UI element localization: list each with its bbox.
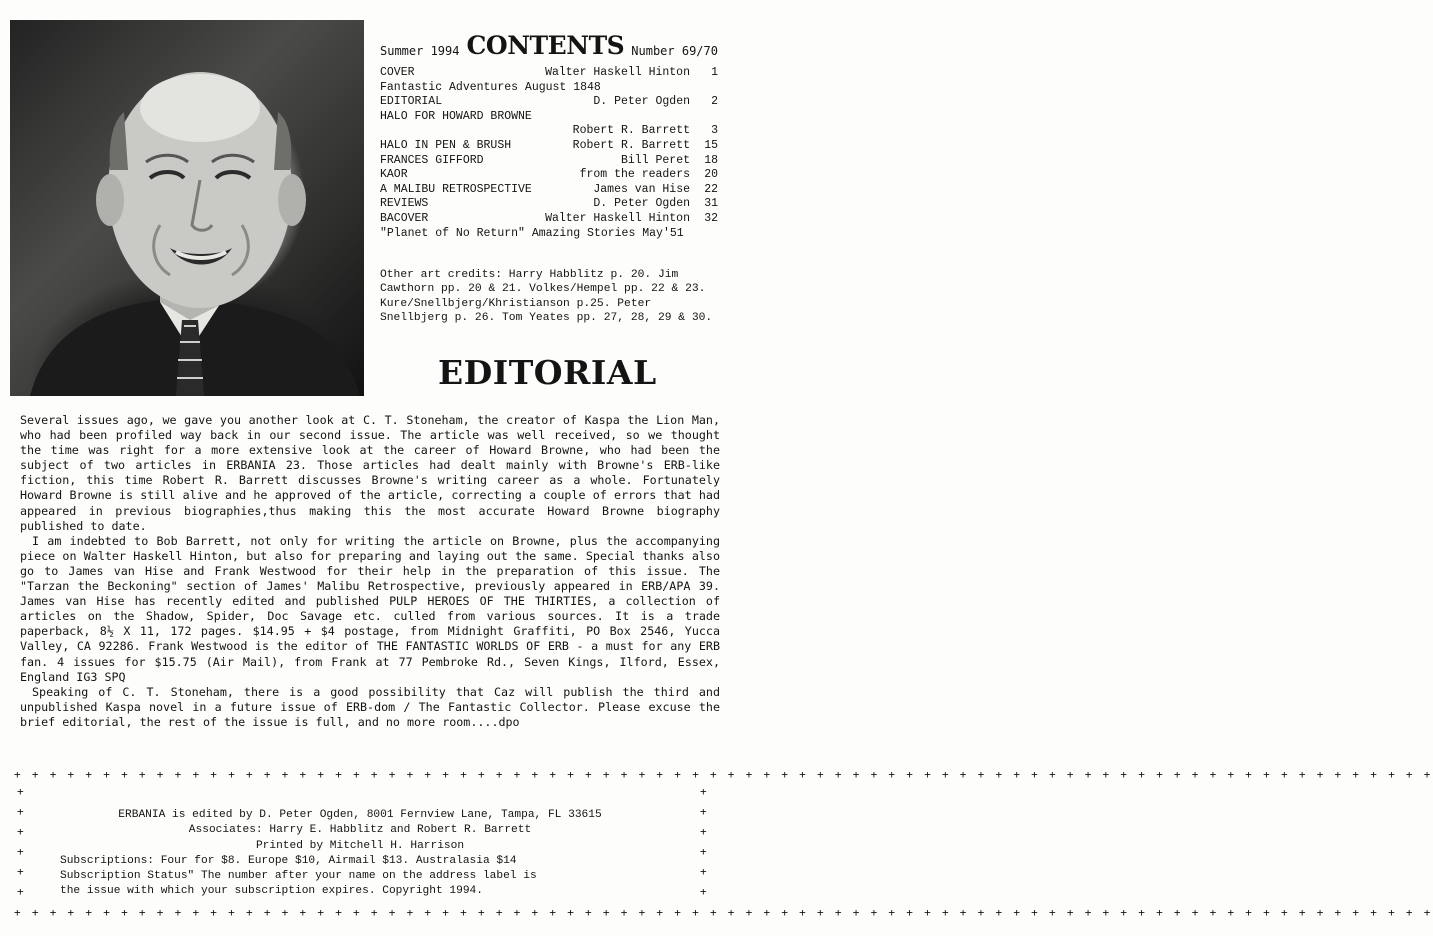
art-credits [380, 268, 718, 326]
table-of-contents [380, 66, 718, 241]
plus-border-bottom: + + + + + + + + + + + + + + + + + + + + + + + + + + + + + + + + + + + + + + + + + + + + + + + + + + + + + + + + + + + + + + + + + + + + + + + + + + + + + + + + [14, 906, 1433, 919]
toc-entry: Fantastic Adventures August 1848 [380, 80, 601, 94]
publication-info [60, 808, 660, 900]
copyright-line: the issue with which your subscription expires. Copyright 1994. [60, 885, 483, 898]
contents-header [380, 28, 718, 58]
issue-number: Number 69/70 [631, 44, 718, 58]
toc-entry: REVIEWS D. Peter Ogden 31 [380, 197, 718, 211]
toc-entry: HALO IN PEN & BRUSH Robert R. Barrett 15 [380, 138, 718, 152]
toc-entry: EDITORIAL D. Peter Ogden 2 [380, 95, 718, 109]
associates-line: Associates: Harry E. Habblitz and Robert R. Barrett [188, 824, 532, 837]
editorial-paragraph: Speaking of C. T. Stoneham, there is a good possibility that Caz will publish the third and unpublished Kaspa novel in a future issue of ERB-dom / The Fantastic Collector. Please excuse the brief editorial, the rest of the issue is full, and no more room....dpo [20, 684, 720, 729]
contents-title: CONTENTS [466, 31, 625, 60]
issue-date: Summer 1994 [380, 44, 460, 58]
subscription-status-line: Subscription Status" The number after your name on the address label is [60, 870, 537, 883]
plus-border-left: + + + + + + [17, 785, 24, 898]
plus-border-top: + + + + + + + + + + + + + + + + + + + + + + + + + + + + + + + + + + + + + + + + + + + + + + + + + + + + + + + + + + + + + + + + + + + + + + + + + + + + + + + + [14, 768, 1433, 781]
toc-entry: COVER Walter Haskell Hinton 1 [380, 66, 718, 79]
editorial-heading: EDITORIAL [438, 353, 657, 392]
art-credits-text: Other art credits: Harry Habblitz p. 20. Jim Cawthorn pp. 20 & 21. Volkes/Hempel pp. 22 & 23. Kure/Snellbjerg/Khristianson p.25. Peter Snellbjerg p. 26. Tom Yeates pp. 27, 28, 29 & 30. [380, 269, 713, 325]
editorial-paragraph: Several issues ago, we gave you another look at C. T. Stoneham, the creator of Kaspa the Lion Man, who had been profiled way back in our second issue. The article was well received, so we thought the time was right for a more extensive look at the career of Howard Browne, who had been the subject of two articles in ERBANIA 23. Those articles had dealt mainly with Browne's ERB-like fiction, this time Robert R. Barrett discusses Browne's writing career as a whole. Fortunately Howard Browne is still alive and he approved of the article, correcting a couple of errors that had appeared in previous biographies,thus making this the most accurate Howard Browne biography published to date. [20, 413, 720, 533]
toc-entry: FRANCES GIFFORD Bill Peret 18 [380, 153, 718, 167]
toc-entry: KAOR from the readers 20 [380, 168, 718, 182]
editor-line: ERBANIA is edited by D. Peter Ogden, 8001 Fernview Lane, Tampa, FL 33615 [118, 809, 602, 821]
toc-entry: BACOVER Walter Haskell Hinton 32 [380, 211, 718, 225]
toc-entry: "Planet of No Return" Amazing Stories May'51 [380, 226, 684, 240]
plus-border-right: + + + + + + [700, 785, 707, 898]
toc-entry: HALO FOR HOWARD BROWNE [380, 109, 532, 123]
editorial-body [20, 413, 720, 730]
toc-entry: A MALIBU RETROSPECTIVE James van Hise 22 [380, 182, 718, 196]
toc-entry: Robert R. Barrett 3 [572, 124, 718, 138]
portrait-illustration [10, 20, 364, 396]
printer-line: Printed by Mitchell H. Harrison [255, 839, 465, 852]
subscriptions-line: Subscriptions: Four for $8. Europe $10, Airmail $13. Australasia $14 [60, 854, 517, 867]
author-photo [10, 20, 364, 396]
editorial-paragraph: I am indebted to Bob Barrett, not only for writing the article on Browne, plus the accompanying piece on Walter Haskell Hinton, but also for preparing and laying out the same. Special thanks also go to James van Hise and Frank Westwood for their help in the preparation of this issue. The "Tarzan the Beckoning" section of James' Malibu Retrospective, previously appeared in ERB/APA 39. James van Hise has recently edited and published PULP HEROES OF THE THIRTIES, a collection of articles on the Shadow, Spider, Doc Savage etc. culled from various sources. It is a trade paperback, 8½ X 11, 172 pages. $14.95 + $4 postage, from Midnight Graffiti, PO Box 2546, Yucca Valley, CA 92286. Frank Westwood is the editor of THE FANTASTIC WORLDS OF ERB - a must for any ERB fan. 4 issues for $15.75 (Air Mail), from Frank at 77 Pembroke Rd., Seven Kings, Ilford, Essex, England IG3 SPQ [20, 533, 720, 684]
